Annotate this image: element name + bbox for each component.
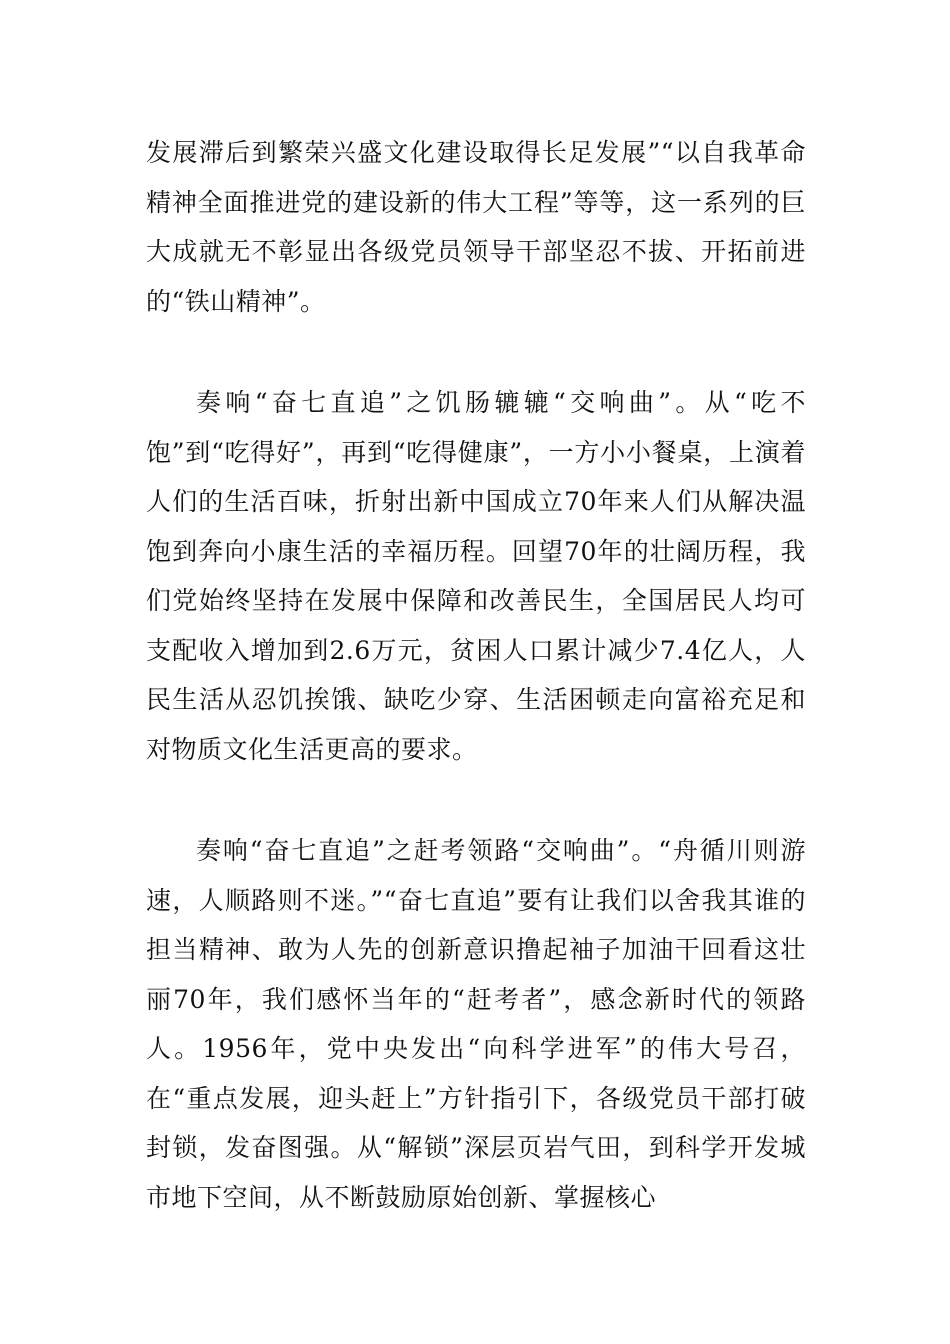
paragraph-spacer: [146, 774, 806, 826]
document-body: [146, 128, 806, 1222]
paragraph-spacer: [146, 326, 806, 378]
paragraph-3: 奏响“奋七直追”之赶考领路“交响曲”。“舟循川则游速，人顺路则不迷。”“奋七直追”要有让我们以舍我其谁的担当精神、敢为人先的创新意识撸起袖子加油干回看这壮丽70年，我们感怀当年的“赶考者”，感念新时代的领路人。1956年，党中央发出“向科学进军”的伟大号召，在“重点发展，迎头赶上”方针指引下，各级党员干部打破封锁，发奋图强。从“解锁”深层页岩气田，到科学开发城市地下空间，从不断鼓励原始创新、掌握核心: [146, 836, 806, 1212]
paragraph-1: 发展滞后到繁荣兴盛文化建设取得长足发展”“以自我革命精神全面推进党的建设新的伟大工程”等等，这一系列的巨大成就无不彰显出各级党员领导干部坚忍不拔、开拓前进的“铁山精神”。: [146, 138, 806, 316]
paragraph-2: 奏响“奋七直追”之饥肠辘辘“交响曲”。从“吃不饱”到“吃得好”，再到“吃得健康”，一方小小餐桌，上演着人们的生活百味，折射出新中国成立70年来人们从解决温饱到奔向小康生活的幸福历程。回望70年的壮阔历程，我们党始终坚持在发展中保障和改善民生，全国居民人均可支配收入增加到2.6万元，贫困人口累计减少7.4亿人，人民生活从忍饥挨饿、缺吃少穿、生活困顿走向富裕充足和对物质文化生活更高的要求。: [146, 388, 806, 764]
